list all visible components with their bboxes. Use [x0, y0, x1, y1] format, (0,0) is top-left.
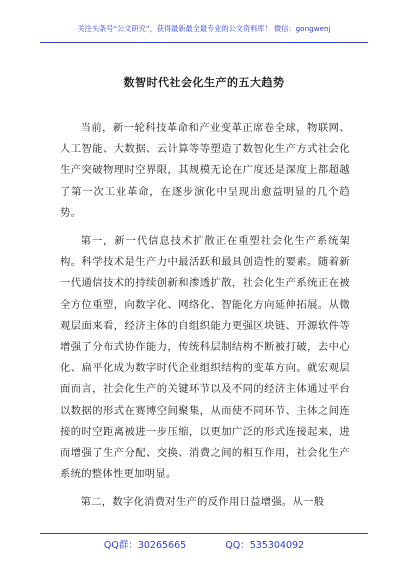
header-banner: 关注头条号“公文研究”，获得最新最全最专业的公文资料库！ 微信：gongwenj: [77, 24, 331, 33]
footer-qq-group: QQ群：30265665: [103, 540, 187, 551]
header-divider: [40, 42, 368, 43]
footer-qq-contact: QQ：535304092: [225, 540, 305, 551]
paragraph-trend-2: 第二，数字化消费对生产的反作用日益增强。从一般: [80, 496, 325, 509]
paragraph-trend-1: 第一，新一代信息技术扩散正在重塑社会化生产系统架构。科学技术是生产力中最活跃和最具创造性的要素。随着新一代通信技术的持续创新和渗透扩散，社会化生产系统正在被全方位重塑，向数字化、网络化、智能化方向延伸拓展。从微观层面来看，经济主体的自组织能力更强区块链、开源软件等增强了分布式协作能力，传统科层制结构不断被打破，去中心化、扁平化成为数字时代企业组织结构的变革方向。就宏观层面而言，社会化生产的关键环节以及不同的经济主体通过平台以数据的形式在赛博空间聚集，从而使不同环节、主体之间连接的时空距离被进一步压缩，以更加广泛的形式连接起来，进而增强了生产分配、交换、消费之间的相互作用，社会化生产系统的整体性更加明显。: [60, 235, 350, 481]
document-title: 数智时代社会化生产的五大趋势: [123, 76, 285, 89]
document-body: [60, 118, 350, 521]
footer: [0, 537, 408, 551]
paragraph-intro: 当前，新一轮科技革命和产业变革正席卷全球，物联网、人工智能、大数据、云计算等等塑造了数智化生产方式社会化生产突破物理时空界限，其规模无论在广度还是深度上都超越了第一次工业革命，在逐步演化中呈现出愈益明显的几个趋势。: [60, 122, 350, 219]
footer-divider: [40, 533, 368, 534]
